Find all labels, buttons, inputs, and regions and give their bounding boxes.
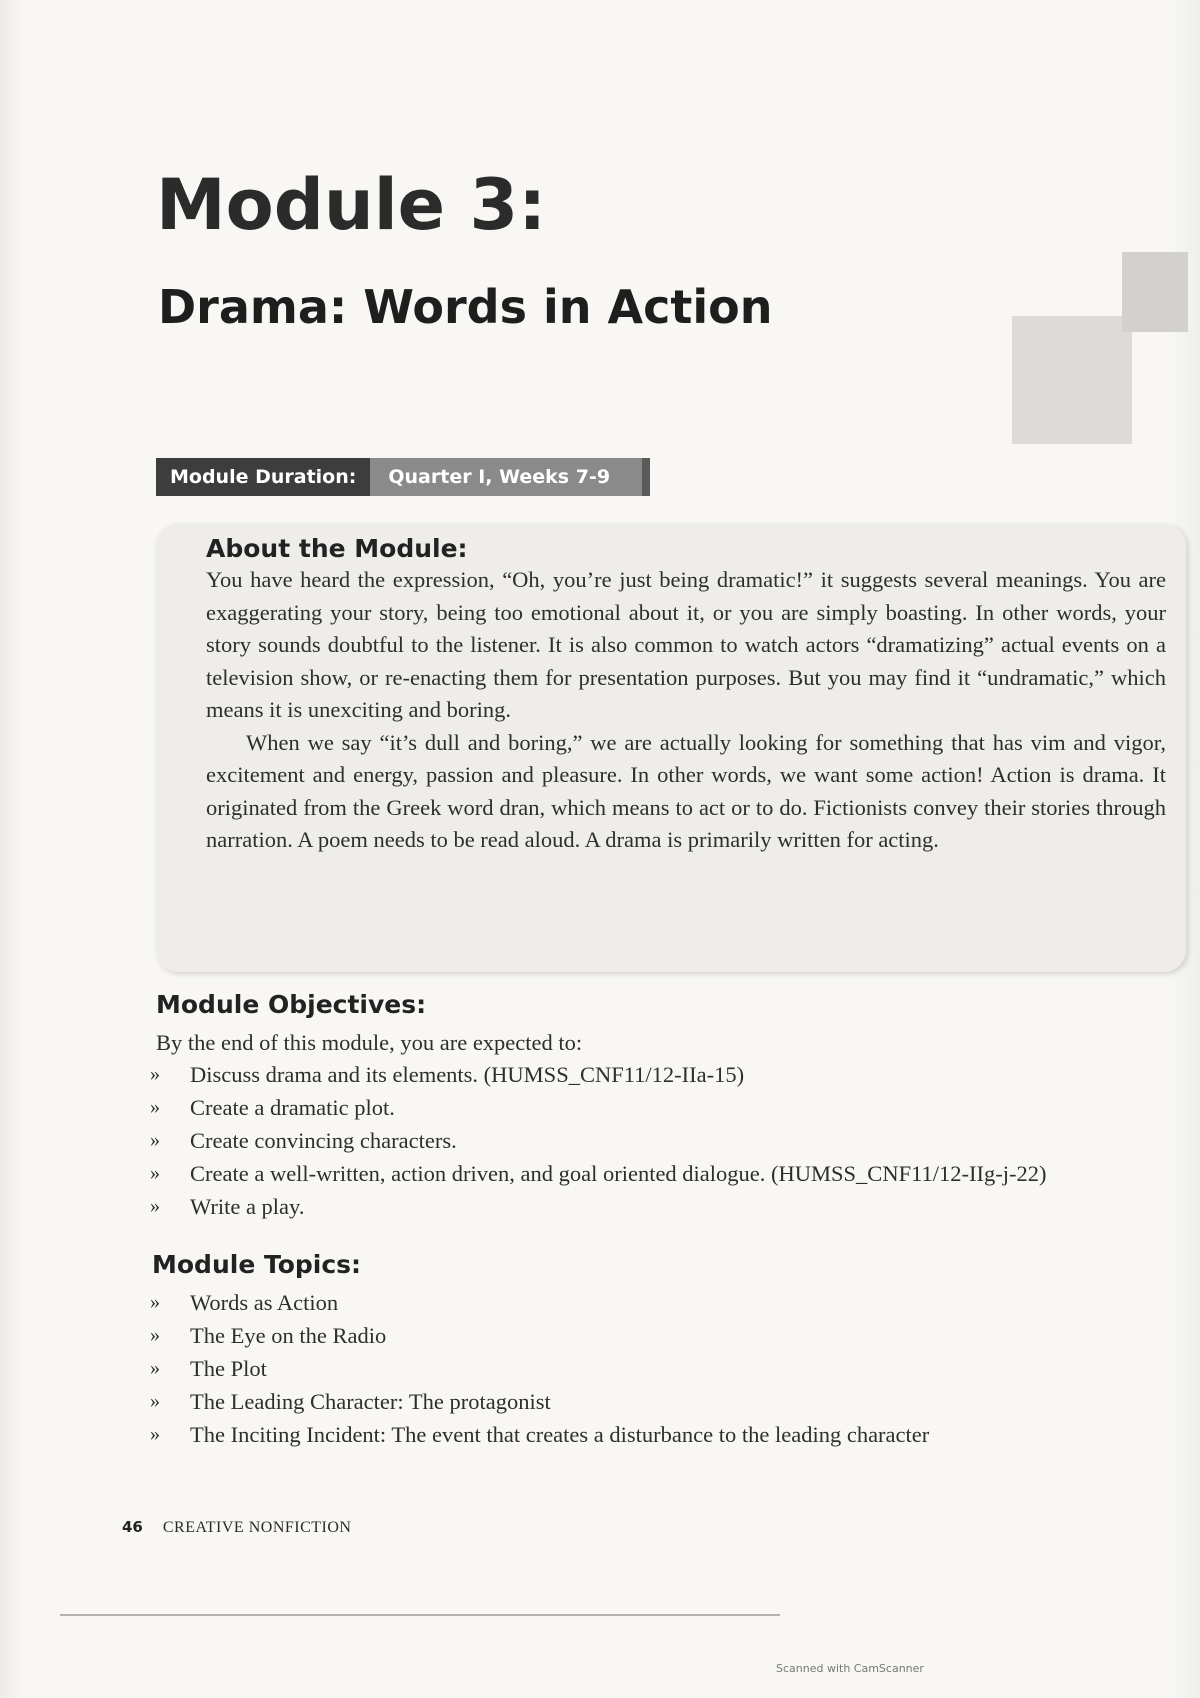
duration-label: Module Duration: [156, 458, 370, 496]
list-item [150, 1352, 929, 1385]
list-item [150, 1385, 929, 1418]
list-item [150, 1091, 1046, 1124]
list-item [150, 1286, 929, 1319]
list-item [150, 1190, 1046, 1223]
objective-text: Create convincing characters. [190, 1127, 457, 1153]
list-item [150, 1058, 1046, 1091]
bullet-icon: » [150, 1063, 160, 1085]
scan-edge-line [60, 1614, 780, 1616]
duration-value: Quarter I, Weeks 7-9 [370, 458, 650, 496]
book-title: CREATIVE NONFICTION [162, 1519, 352, 1536]
objective-text: Write a play. [190, 1193, 305, 1219]
bullet-icon: » [150, 1195, 160, 1217]
scanner-watermark: Scanned with CamScanner [776, 1662, 924, 1675]
topic-text: The Eye on the Radio [190, 1322, 387, 1348]
objective-text: Discuss drama and its elements. (HUMSS_CNF11/12-IIa-15) [190, 1061, 745, 1087]
module-subtitle: Drama: Words in Action [158, 280, 773, 334]
bullet-icon: » [150, 1390, 160, 1412]
about-paragraph: When we say “it’s dull and boring,” we are actually looking for something that has vim and vigor, excitement and energy, passion and pleasure. In other words, we want some action! Action is drama. It originated from the Greek word dran, which means to act or to do. Fictionists convey their stories through narration. A poem needs to be read aloud. A drama is primarily written for acting. [206, 729, 1166, 852]
topic-text: Words as Action [190, 1289, 339, 1315]
list-item [150, 1418, 929, 1451]
list-item [150, 1124, 1046, 1157]
bullet-icon: » [150, 1291, 160, 1313]
about-heading: About the Module: [206, 534, 468, 563]
bullet-icon: » [150, 1129, 160, 1151]
objective-text: Create a dramatic plot. [190, 1094, 395, 1120]
objectives-list [150, 1058, 1046, 1223]
objectives-intro: By the end of this module, you are expected to: [156, 1030, 583, 1055]
module-title: Module 3: [156, 164, 547, 246]
list-item [150, 1157, 1046, 1190]
bullet-icon: » [150, 1423, 160, 1445]
topic-text: The Leading Character: The protagonist [190, 1388, 551, 1414]
page-footer [122, 1518, 351, 1537]
bullet-icon: » [150, 1324, 160, 1346]
page-number: 46 [122, 1518, 143, 1536]
topics-list [150, 1286, 929, 1451]
module-duration-bar [156, 458, 650, 496]
objectives-heading: Module Objectives: [156, 990, 427, 1019]
decorative-square [1122, 252, 1188, 332]
bullet-icon: » [150, 1162, 160, 1184]
bullet-icon: » [150, 1096, 160, 1118]
topics-heading: Module Topics: [152, 1250, 362, 1279]
decorative-square [1012, 316, 1132, 444]
list-item [150, 1319, 929, 1352]
about-module-box [156, 524, 1186, 972]
objective-text: Create a well-written, action driven, and goal oriented dialogue. (HUMSS_CNF11/12-IIg-j-22) [190, 1160, 1047, 1186]
about-text [206, 564, 1166, 857]
topic-text: The Inciting Incident: The event that creates a disturbance to the leading character [190, 1421, 930, 1447]
about-paragraph: You have heard the expression, “Oh, you’re just being dramatic!” it suggests several meanings. You are exaggerating your story, being too emotional about it, or you are simply boasting. In other words, your story sounds doubtful to the listener. It is also common to watch actors “dramatizing” actual events on a television show, or re-enacting them for presentation purposes. But you may find it “undramatic,” which means it is unexciting and boring. [206, 567, 1166, 722]
bullet-icon: » [150, 1357, 160, 1379]
topic-text: The Plot [190, 1355, 267, 1381]
